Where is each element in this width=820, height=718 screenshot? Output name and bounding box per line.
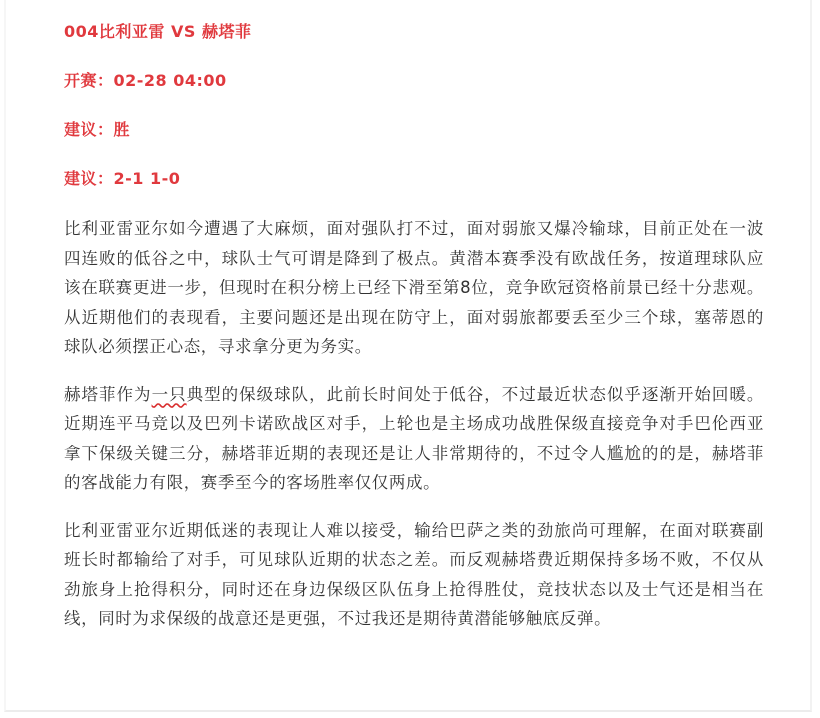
match-title: 004比利亚雷 VS 赫塔菲 xyxy=(64,22,252,41)
suggestion-result: 建议：胜 xyxy=(64,120,131,139)
suggestion-score: 建议：2-1 1-0 xyxy=(64,169,181,188)
analysis-paragraph-villarreal: 比利亚雷亚尔如今遭遇了大麻烦，面对强队打不过，面对弱旅又爆冷输球，目前正处在一波四连败的低谷之中，球队士气可谓是降到了极点。黄潜本赛季没有欧战任务，按道理球队应该在联赛更进一步，但现时在积分榜上已经下滑至第8位，竞争欧冠资格前景已经十分悲观。从近期他们的表现看，主要问题还是出现在防守上，面对弱旅都要丢至少三个球，塞蒂恩的球队必须摆正心态，寻求拿分更为务实。 xyxy=(64,219,764,356)
article-body xyxy=(64,18,764,652)
paragraph-text-after: 典型的保级球队，此前长时间处于低谷，不过最近状态似乎逐渐开始回暖。近期连平马竞以及巴列卡诺欧战区对手，上轮也是主场成功战胜保级直接竞争对手巴伦西亚拿下保级关键三分，赫塔菲近期的表现还是让人非常期待的，不过令人尴尬的的是，赫塔菲的客战能力有限，赛季至今的客场胜率仅仅两成。 xyxy=(64,384,765,492)
kickoff-time: 开赛：02-28 04:00 xyxy=(64,71,227,90)
paragraph-text-before: 赫塔菲作为 xyxy=(64,384,152,404)
spellcheck-flagged-word[interactable]: 一只 xyxy=(151,384,187,404)
analysis-paragraph-getafe xyxy=(64,380,764,498)
analysis-paragraph-conclusion: 比利亚雷亚尔近期低迷的表现让人难以接受，输给巴萨之类的劲旅尚可理解，在面对联赛副班长时都输给了对手，可见球队近期的状态之差。而反观赫塔费近期保持多场不败，不仅从劲旅身上抢得积分，同时还在身边保级区队伍身上抢得胜仗，竞技状态以及士气还是相当在线，同时为求保级的战意还是更强，不过我还是期待黄潜能够触底反弹。 xyxy=(64,520,764,628)
